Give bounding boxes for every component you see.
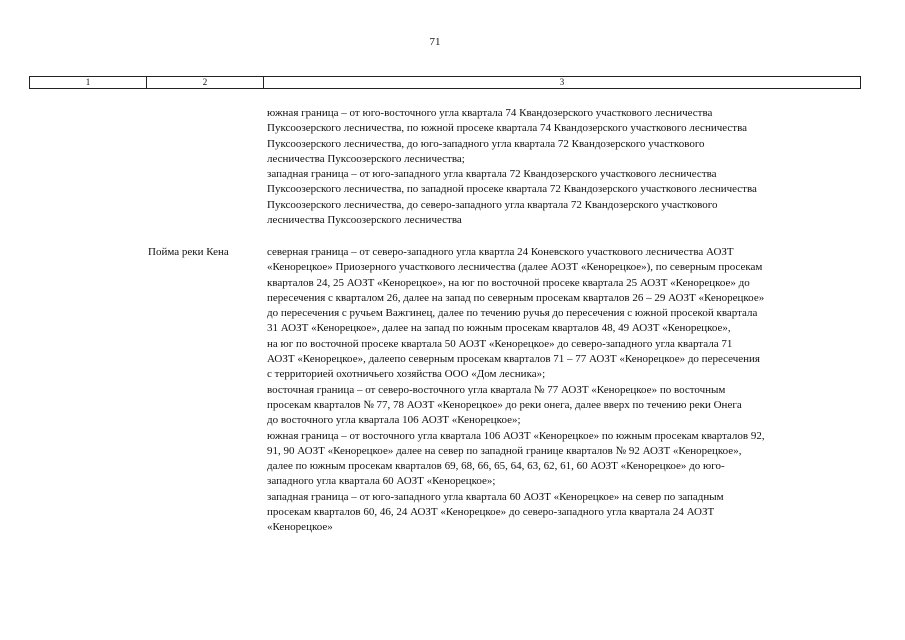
column-number-header [29, 76, 861, 89]
boundary-description: северная граница – от северо-западного угла квартла 24 Коневского участкового лесничества АОЗТ «Кенорецкое» Приозерного участкового лесничества (далее АОЗТ «Кенорецкое»), по северным просекам кварталов 24, 25 АОЗТ «Кенорецкое», на юг по восточной просеке квартала 25 АОЗТ «Кенорецкое» до пересечения с кварталом 26, далее на запад по северным просекам кварталов 26 – 29 АОЗТ «Кенорецкое» до пересечения с ручьем Важгинец, далее по течению ручья до пересечения с южной просекой квартала 31 АОЗТ «Кенорецкое», далее на запад по южным просекам кварталов 48, 49 АОЗТ «Кенорецкое», на юг по восточной просеке квартала 50 АОЗТ «Кенорецкое» до северо-западного угла квартала 71 АОЗТ «Кенорецкое», далеепо северным просекам кварталов 71 – 77 АОЗТ «Кенорецкое» до пересечения с территорией охотничьего хозяйства ООО «Дом лесника»; восточная граница – от северо-восточного угла квартала № 77 АОЗТ «Кенорецкое» по восточным просекам кварталов № 77, 78 АОЗТ «Кенорецкое» до реки онега, далее вверх по течению реки Онега до восточного угла квартала 106 АОЗТ «Кенорецкое»; южная граница – от восточного угла квартала 106 АОЗТ «Кенорецкое» по южным просекам кварталов 92, 91, 90 АОЗТ «Кенорецкое» далее на север по западной границе кварталов № 92 АОЗТ «Кенорецкое», далее по южным просекам кварталов 69, 68, 66, 65, 64, 63, 62, 61, 60 АОЗТ «Кенорецкое» до юго- западного угла квартала 60 АОЗТ «Кенорецкое»; западная граница – от юго-западного угла квартала 60 АОЗТ «Кенорецкое» на север по западным просекам кварталов 60, 46, 24 АОЗТ «Кенорецкое» до северо-западного угла квартала 24 АОЗТ «Кенорецкое» [267, 246, 765, 534]
header-col-1: 1 [30, 77, 147, 89]
header-col-2: 2 [147, 77, 264, 89]
page-number: 71 [429, 36, 441, 48]
territory-name: Пойма реки Кена [148, 246, 229, 258]
header-row [30, 77, 861, 89]
boundary-description: южная граница – от юго-восточного угла квартала 74 Квандозерского участкового лесничества Пуксоозерского лесничества, по южной просеке квартала 74 Квандозерского участкового лесничества Пуксоозерского лесничества, до юго-западного угла квартала 72 Квандозерского участкового лесничества Пуксоозерского лесничества; западная граница – от юго-западного угла квартала 72 Квандозерского участкового лесничества Пуксоозерского лесничества, по западной просеке квартала 72 Квандозерского участкового лесничества Пуксоозерского лесничества, до северо-западного угла квартала 72 Квандозерского участкового лесничества Пуксоозерского лесничества [267, 107, 757, 227]
header-col-3: 3 [264, 77, 861, 89]
